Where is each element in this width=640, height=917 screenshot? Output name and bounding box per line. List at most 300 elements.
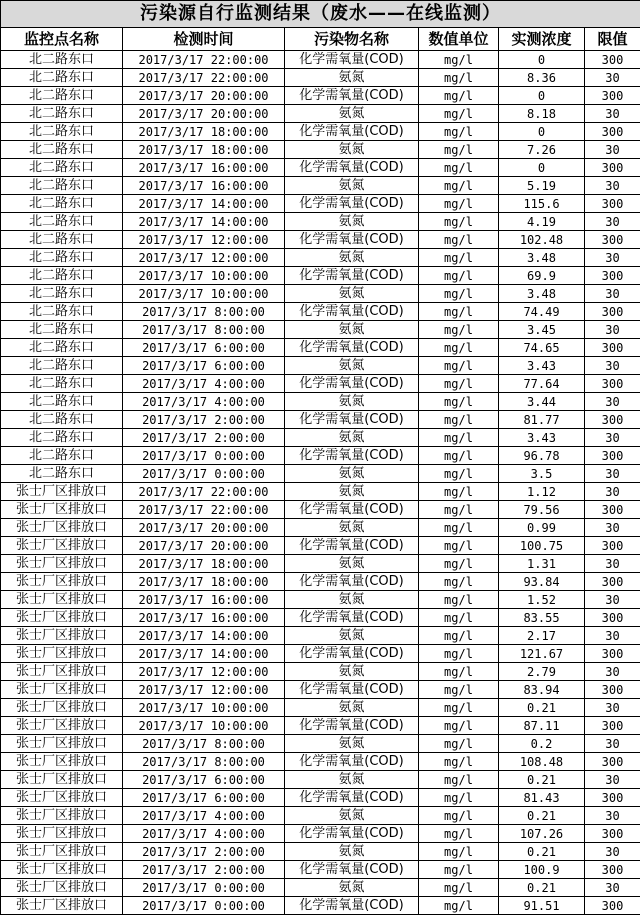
table-row — [1, 699, 640, 717]
cell-pollutant: 氨氮 — [285, 591, 419, 609]
cell-site: 张士厂区排放口 — [1, 879, 123, 897]
cell-site: 北二路东口 — [1, 69, 123, 87]
cell-unit: mg/l — [419, 789, 499, 807]
table-row — [1, 465, 640, 483]
cell-time: 2017/3/17 18:00:00 — [123, 573, 285, 591]
cell-value: 0.21 — [499, 771, 585, 789]
cell-time: 2017/3/17 2:00:00 — [123, 861, 285, 879]
cell-value: 1.12 — [499, 483, 585, 501]
cell-value: 2.79 — [499, 663, 585, 681]
cell-value: 79.56 — [499, 501, 585, 519]
header-limit: 限值 — [585, 28, 640, 51]
table-row — [1, 105, 640, 123]
cell-site: 北二路东口 — [1, 303, 123, 321]
table-row — [1, 879, 640, 897]
cell-pollutant: 氨氮 — [285, 699, 419, 717]
cell-limit: 300 — [585, 123, 640, 141]
cell-unit: mg/l — [419, 429, 499, 447]
cell-limit: 300 — [585, 645, 640, 663]
cell-unit: mg/l — [419, 645, 499, 663]
cell-unit: mg/l — [419, 213, 499, 231]
cell-time: 2017/3/17 12:00:00 — [123, 663, 285, 681]
cell-unit: mg/l — [419, 321, 499, 339]
cell-pollutant: 化学需氧量(COD) — [285, 825, 419, 843]
cell-pollutant: 氨氮 — [285, 69, 419, 87]
cell-value: 100.9 — [499, 861, 585, 879]
cell-unit: mg/l — [419, 195, 499, 213]
cell-time: 2017/3/17 22:00:00 — [123, 69, 285, 87]
cell-time: 2017/3/17 8:00:00 — [123, 753, 285, 771]
cell-pollutant: 氨氮 — [285, 519, 419, 537]
cell-limit: 30 — [585, 69, 640, 87]
table-row — [1, 861, 640, 879]
cell-value: 87.11 — [499, 717, 585, 735]
cell-value: 3.43 — [499, 357, 585, 375]
cell-value: 8.18 — [499, 105, 585, 123]
cell-unit: mg/l — [419, 771, 499, 789]
cell-time: 2017/3/17 2:00:00 — [123, 411, 285, 429]
cell-pollutant: 化学需氧量(COD) — [285, 897, 419, 915]
cell-limit: 300 — [585, 825, 640, 843]
cell-time: 2017/3/17 12:00:00 — [123, 681, 285, 699]
cell-site: 北二路东口 — [1, 231, 123, 249]
cell-site: 张士厂区排放口 — [1, 591, 123, 609]
cell-limit: 300 — [585, 681, 640, 699]
cell-site: 北二路东口 — [1, 159, 123, 177]
table-row — [1, 177, 640, 195]
table-row — [1, 411, 640, 429]
cell-site: 张士厂区排放口 — [1, 735, 123, 753]
cell-unit: mg/l — [419, 879, 499, 897]
cell-pollutant: 氨氮 — [285, 465, 419, 483]
table-row — [1, 339, 640, 357]
cell-limit: 300 — [585, 789, 640, 807]
table-body — [1, 51, 640, 915]
header-time: 检测时间 — [123, 28, 285, 51]
table-row — [1, 87, 640, 105]
table-row — [1, 267, 640, 285]
cell-pollutant: 化学需氧量(COD) — [285, 375, 419, 393]
cell-time: 2017/3/17 8:00:00 — [123, 303, 285, 321]
cell-limit: 30 — [585, 429, 640, 447]
cell-site: 北二路东口 — [1, 447, 123, 465]
cell-time: 2017/3/17 20:00:00 — [123, 87, 285, 105]
cell-time: 2017/3/17 20:00:00 — [123, 537, 285, 555]
cell-value: 3.45 — [499, 321, 585, 339]
table-row — [1, 483, 640, 501]
table-row — [1, 717, 640, 735]
table-row — [1, 321, 640, 339]
cell-value: 0 — [499, 87, 585, 105]
cell-pollutant: 氨氮 — [285, 771, 419, 789]
cell-pollutant: 化学需氧量(COD) — [285, 573, 419, 591]
cell-value: 69.9 — [499, 267, 585, 285]
cell-value: 3.5 — [499, 465, 585, 483]
cell-unit: mg/l — [419, 87, 499, 105]
cell-time: 2017/3/17 18:00:00 — [123, 141, 285, 159]
cell-limit: 30 — [585, 249, 640, 267]
cell-value: 96.78 — [499, 447, 585, 465]
cell-value: 3.48 — [499, 249, 585, 267]
cell-pollutant: 化学需氧量(COD) — [285, 87, 419, 105]
cell-time: 2017/3/17 6:00:00 — [123, 771, 285, 789]
cell-limit: 300 — [585, 303, 640, 321]
cell-site: 张士厂区排放口 — [1, 483, 123, 501]
cell-site: 北二路东口 — [1, 267, 123, 285]
cell-limit: 300 — [585, 861, 640, 879]
header-unit: 数值单位 — [419, 28, 499, 51]
cell-site: 张士厂区排放口 — [1, 717, 123, 735]
cell-time: 2017/3/17 14:00:00 — [123, 627, 285, 645]
cell-site: 张士厂区排放口 — [1, 573, 123, 591]
cell-site: 北二路东口 — [1, 213, 123, 231]
table-row — [1, 141, 640, 159]
cell-unit: mg/l — [419, 825, 499, 843]
cell-site: 张士厂区排放口 — [1, 555, 123, 573]
table-row — [1, 537, 640, 555]
cell-unit: mg/l — [419, 123, 499, 141]
cell-time: 2017/3/17 16:00:00 — [123, 591, 285, 609]
table-row — [1, 159, 640, 177]
cell-time: 2017/3/17 12:00:00 — [123, 231, 285, 249]
cell-time: 2017/3/17 2:00:00 — [123, 429, 285, 447]
cell-unit: mg/l — [419, 447, 499, 465]
cell-pollutant: 氨氮 — [285, 735, 419, 753]
cell-site: 张士厂区排放口 — [1, 897, 123, 915]
cell-limit: 300 — [585, 231, 640, 249]
cell-pollutant: 氨氮 — [285, 429, 419, 447]
cell-site: 北二路东口 — [1, 357, 123, 375]
cell-time: 2017/3/17 20:00:00 — [123, 519, 285, 537]
cell-site: 北二路东口 — [1, 141, 123, 159]
cell-site: 张士厂区排放口 — [1, 681, 123, 699]
cell-time: 2017/3/17 14:00:00 — [123, 213, 285, 231]
cell-value: 83.55 — [499, 609, 585, 627]
cell-unit: mg/l — [419, 861, 499, 879]
table-row — [1, 195, 640, 213]
cell-site: 张士厂区排放口 — [1, 807, 123, 825]
cell-time: 2017/3/17 2:00:00 — [123, 843, 285, 861]
cell-unit: mg/l — [419, 501, 499, 519]
cell-limit: 300 — [585, 51, 640, 69]
cell-unit: mg/l — [419, 141, 499, 159]
cell-time: 2017/3/17 14:00:00 — [123, 195, 285, 213]
cell-time: 2017/3/17 18:00:00 — [123, 555, 285, 573]
cell-limit: 300 — [585, 501, 640, 519]
cell-limit: 30 — [585, 465, 640, 483]
cell-value: 121.67 — [499, 645, 585, 663]
cell-site: 张士厂区排放口 — [1, 861, 123, 879]
table-row — [1, 753, 640, 771]
cell-limit: 300 — [585, 195, 640, 213]
cell-value: 0.21 — [499, 699, 585, 717]
cell-time: 2017/3/17 20:00:00 — [123, 105, 285, 123]
cell-time: 2017/3/17 0:00:00 — [123, 447, 285, 465]
cell-value: 2.17 — [499, 627, 585, 645]
cell-value: 0.21 — [499, 807, 585, 825]
cell-time: 2017/3/17 0:00:00 — [123, 465, 285, 483]
cell-pollutant: 化学需氧量(COD) — [285, 231, 419, 249]
cell-pollutant: 氨氮 — [285, 627, 419, 645]
cell-time: 2017/3/17 4:00:00 — [123, 807, 285, 825]
cell-time: 2017/3/17 22:00:00 — [123, 51, 285, 69]
cell-unit: mg/l — [419, 591, 499, 609]
cell-site: 张士厂区排放口 — [1, 699, 123, 717]
table-row — [1, 123, 640, 141]
table-row — [1, 843, 640, 861]
cell-limit: 30 — [585, 483, 640, 501]
cell-time: 2017/3/17 14:00:00 — [123, 645, 285, 663]
cell-limit: 300 — [585, 159, 640, 177]
table-row — [1, 357, 640, 375]
cell-value: 0 — [499, 159, 585, 177]
cell-limit: 300 — [585, 339, 640, 357]
cell-pollutant: 化学需氧量(COD) — [285, 123, 419, 141]
table-row — [1, 51, 640, 69]
cell-site: 北二路东口 — [1, 105, 123, 123]
cell-site: 北二路东口 — [1, 285, 123, 303]
cell-unit: mg/l — [419, 699, 499, 717]
cell-value: 0.21 — [499, 843, 585, 861]
cell-limit: 30 — [585, 555, 640, 573]
cell-limit: 30 — [585, 519, 640, 537]
cell-value: 0.21 — [499, 879, 585, 897]
table-row — [1, 375, 640, 393]
cell-value: 100.75 — [499, 537, 585, 555]
table-row — [1, 393, 640, 411]
cell-unit: mg/l — [419, 303, 499, 321]
cell-unit: mg/l — [419, 681, 499, 699]
cell-pollutant: 化学需氧量(COD) — [285, 681, 419, 699]
cell-value: 91.51 — [499, 897, 585, 915]
cell-unit: mg/l — [419, 69, 499, 87]
cell-pollutant: 氨氮 — [285, 213, 419, 231]
cell-value: 74.65 — [499, 339, 585, 357]
cell-value: 1.31 — [499, 555, 585, 573]
table-title: 污染源自行监测结果（废水——在线监测） — [1, 1, 640, 28]
cell-pollutant: 化学需氧量(COD) — [285, 195, 419, 213]
cell-value: 8.36 — [499, 69, 585, 87]
cell-unit: mg/l — [419, 159, 499, 177]
cell-pollutant: 氨氮 — [285, 177, 419, 195]
cell-value: 81.77 — [499, 411, 585, 429]
cell-pollutant: 氨氮 — [285, 663, 419, 681]
table-row — [1, 501, 640, 519]
cell-unit: mg/l — [419, 843, 499, 861]
cell-limit: 30 — [585, 771, 640, 789]
cell-unit: mg/l — [419, 519, 499, 537]
cell-pollutant: 氨氮 — [285, 393, 419, 411]
table-row — [1, 591, 640, 609]
cell-value: 5.19 — [499, 177, 585, 195]
cell-time: 2017/3/17 16:00:00 — [123, 177, 285, 195]
cell-value: 0 — [499, 123, 585, 141]
cell-limit: 30 — [585, 357, 640, 375]
cell-pollutant: 氨氮 — [285, 807, 419, 825]
cell-limit: 300 — [585, 753, 640, 771]
table-row — [1, 303, 640, 321]
cell-site: 张士厂区排放口 — [1, 609, 123, 627]
cell-value: 0 — [499, 51, 585, 69]
cell-site: 北二路东口 — [1, 465, 123, 483]
cell-value: 93.84 — [499, 573, 585, 591]
cell-site: 张士厂区排放口 — [1, 753, 123, 771]
cell-limit: 300 — [585, 447, 640, 465]
cell-time: 2017/3/17 10:00:00 — [123, 717, 285, 735]
cell-pollutant: 化学需氧量(COD) — [285, 51, 419, 69]
cell-unit: mg/l — [419, 555, 499, 573]
cell-site: 北二路东口 — [1, 249, 123, 267]
header-site: 监控点名称 — [1, 28, 123, 51]
cell-time: 2017/3/17 12:00:00 — [123, 249, 285, 267]
cell-limit: 30 — [585, 807, 640, 825]
table-row — [1, 573, 640, 591]
table-row — [1, 771, 640, 789]
cell-value: 3.48 — [499, 285, 585, 303]
cell-pollutant: 化学需氧量(COD) — [285, 789, 419, 807]
cell-limit: 30 — [585, 213, 640, 231]
cell-limit: 30 — [585, 699, 640, 717]
cell-limit: 30 — [585, 141, 640, 159]
cell-unit: mg/l — [419, 51, 499, 69]
cell-unit: mg/l — [419, 663, 499, 681]
cell-time: 2017/3/17 16:00:00 — [123, 159, 285, 177]
cell-unit: mg/l — [419, 897, 499, 915]
cell-site: 张士厂区排放口 — [1, 501, 123, 519]
cell-time: 2017/3/17 6:00:00 — [123, 339, 285, 357]
header-row — [1, 28, 640, 51]
cell-pollutant: 氨氮 — [285, 555, 419, 573]
cell-pollutant: 氨氮 — [285, 105, 419, 123]
cell-pollutant: 氨氮 — [285, 483, 419, 501]
cell-time: 2017/3/17 6:00:00 — [123, 789, 285, 807]
cell-unit: mg/l — [419, 357, 499, 375]
cell-unit: mg/l — [419, 339, 499, 357]
table-row — [1, 735, 640, 753]
cell-value: 1.52 — [499, 591, 585, 609]
cell-site: 张士厂区排放口 — [1, 663, 123, 681]
cell-limit: 300 — [585, 267, 640, 285]
cell-site: 张士厂区排放口 — [1, 771, 123, 789]
cell-limit: 30 — [585, 591, 640, 609]
cell-limit: 30 — [585, 879, 640, 897]
cell-limit: 30 — [585, 663, 640, 681]
cell-pollutant: 化学需氧量(COD) — [285, 159, 419, 177]
cell-time: 2017/3/17 4:00:00 — [123, 825, 285, 843]
table-row — [1, 825, 640, 843]
title-row — [1, 1, 640, 28]
cell-unit: mg/l — [419, 411, 499, 429]
table-row — [1, 249, 640, 267]
cell-value: 81.43 — [499, 789, 585, 807]
cell-pollutant: 化学需氧量(COD) — [285, 645, 419, 663]
cell-pollutant: 化学需氧量(COD) — [285, 501, 419, 519]
cell-pollutant: 化学需氧量(COD) — [285, 753, 419, 771]
table-row — [1, 555, 640, 573]
table-row — [1, 429, 640, 447]
cell-site: 张士厂区排放口 — [1, 627, 123, 645]
cell-time: 2017/3/17 22:00:00 — [123, 483, 285, 501]
cell-unit: mg/l — [419, 249, 499, 267]
table-row — [1, 663, 640, 681]
cell-time: 2017/3/17 4:00:00 — [123, 393, 285, 411]
cell-limit: 30 — [585, 105, 640, 123]
cell-pollutant: 化学需氧量(COD) — [285, 447, 419, 465]
cell-site: 北二路东口 — [1, 195, 123, 213]
cell-unit: mg/l — [419, 807, 499, 825]
cell-value: 0.2 — [499, 735, 585, 753]
cell-site: 张士厂区排放口 — [1, 825, 123, 843]
cell-value: 107.26 — [499, 825, 585, 843]
cell-pollutant: 氨氮 — [285, 321, 419, 339]
cell-site: 北二路东口 — [1, 339, 123, 357]
cell-site: 北二路东口 — [1, 87, 123, 105]
cell-pollutant: 化学需氧量(COD) — [285, 537, 419, 555]
cell-unit: mg/l — [419, 735, 499, 753]
cell-value: 0.99 — [499, 519, 585, 537]
cell-unit: mg/l — [419, 267, 499, 285]
cell-unit: mg/l — [419, 465, 499, 483]
cell-limit: 30 — [585, 735, 640, 753]
header-value: 实测浓度 — [499, 28, 585, 51]
cell-unit: mg/l — [419, 177, 499, 195]
cell-time: 2017/3/17 18:00:00 — [123, 123, 285, 141]
cell-limit: 300 — [585, 411, 640, 429]
table-row — [1, 519, 640, 537]
cell-time: 2017/3/17 8:00:00 — [123, 321, 285, 339]
table-row — [1, 627, 640, 645]
cell-pollutant: 化学需氧量(COD) — [285, 411, 419, 429]
cell-unit: mg/l — [419, 717, 499, 735]
cell-pollutant: 化学需氧量(COD) — [285, 609, 419, 627]
cell-limit: 30 — [585, 393, 640, 411]
cell-pollutant: 氨氮 — [285, 357, 419, 375]
cell-time: 2017/3/17 22:00:00 — [123, 501, 285, 519]
cell-unit: mg/l — [419, 627, 499, 645]
cell-limit: 300 — [585, 897, 640, 915]
cell-pollutant: 化学需氧量(COD) — [285, 339, 419, 357]
cell-site: 张士厂区排放口 — [1, 843, 123, 861]
cell-limit: 30 — [585, 627, 640, 645]
cell-site: 张士厂区排放口 — [1, 645, 123, 663]
cell-unit: mg/l — [419, 573, 499, 591]
table-row — [1, 213, 640, 231]
cell-time: 2017/3/17 10:00:00 — [123, 285, 285, 303]
cell-pollutant: 化学需氧量(COD) — [285, 717, 419, 735]
cell-unit: mg/l — [419, 609, 499, 627]
cell-unit: mg/l — [419, 105, 499, 123]
header-pollutant: 污染物名称 — [285, 28, 419, 51]
cell-site: 北二路东口 — [1, 123, 123, 141]
table-row — [1, 609, 640, 627]
cell-value: 108.48 — [499, 753, 585, 771]
cell-unit: mg/l — [419, 753, 499, 771]
cell-value: 77.64 — [499, 375, 585, 393]
cell-site: 北二路东口 — [1, 375, 123, 393]
cell-pollutant: 氨氮 — [285, 285, 419, 303]
cell-unit: mg/l — [419, 393, 499, 411]
cell-pollutant: 氨氮 — [285, 141, 419, 159]
table-row — [1, 69, 640, 87]
cell-value: 4.19 — [499, 213, 585, 231]
cell-site: 张士厂区排放口 — [1, 789, 123, 807]
cell-limit: 300 — [585, 573, 640, 591]
table-row — [1, 231, 640, 249]
table-row — [1, 789, 640, 807]
cell-unit: mg/l — [419, 285, 499, 303]
cell-limit: 300 — [585, 717, 640, 735]
cell-limit: 30 — [585, 321, 640, 339]
